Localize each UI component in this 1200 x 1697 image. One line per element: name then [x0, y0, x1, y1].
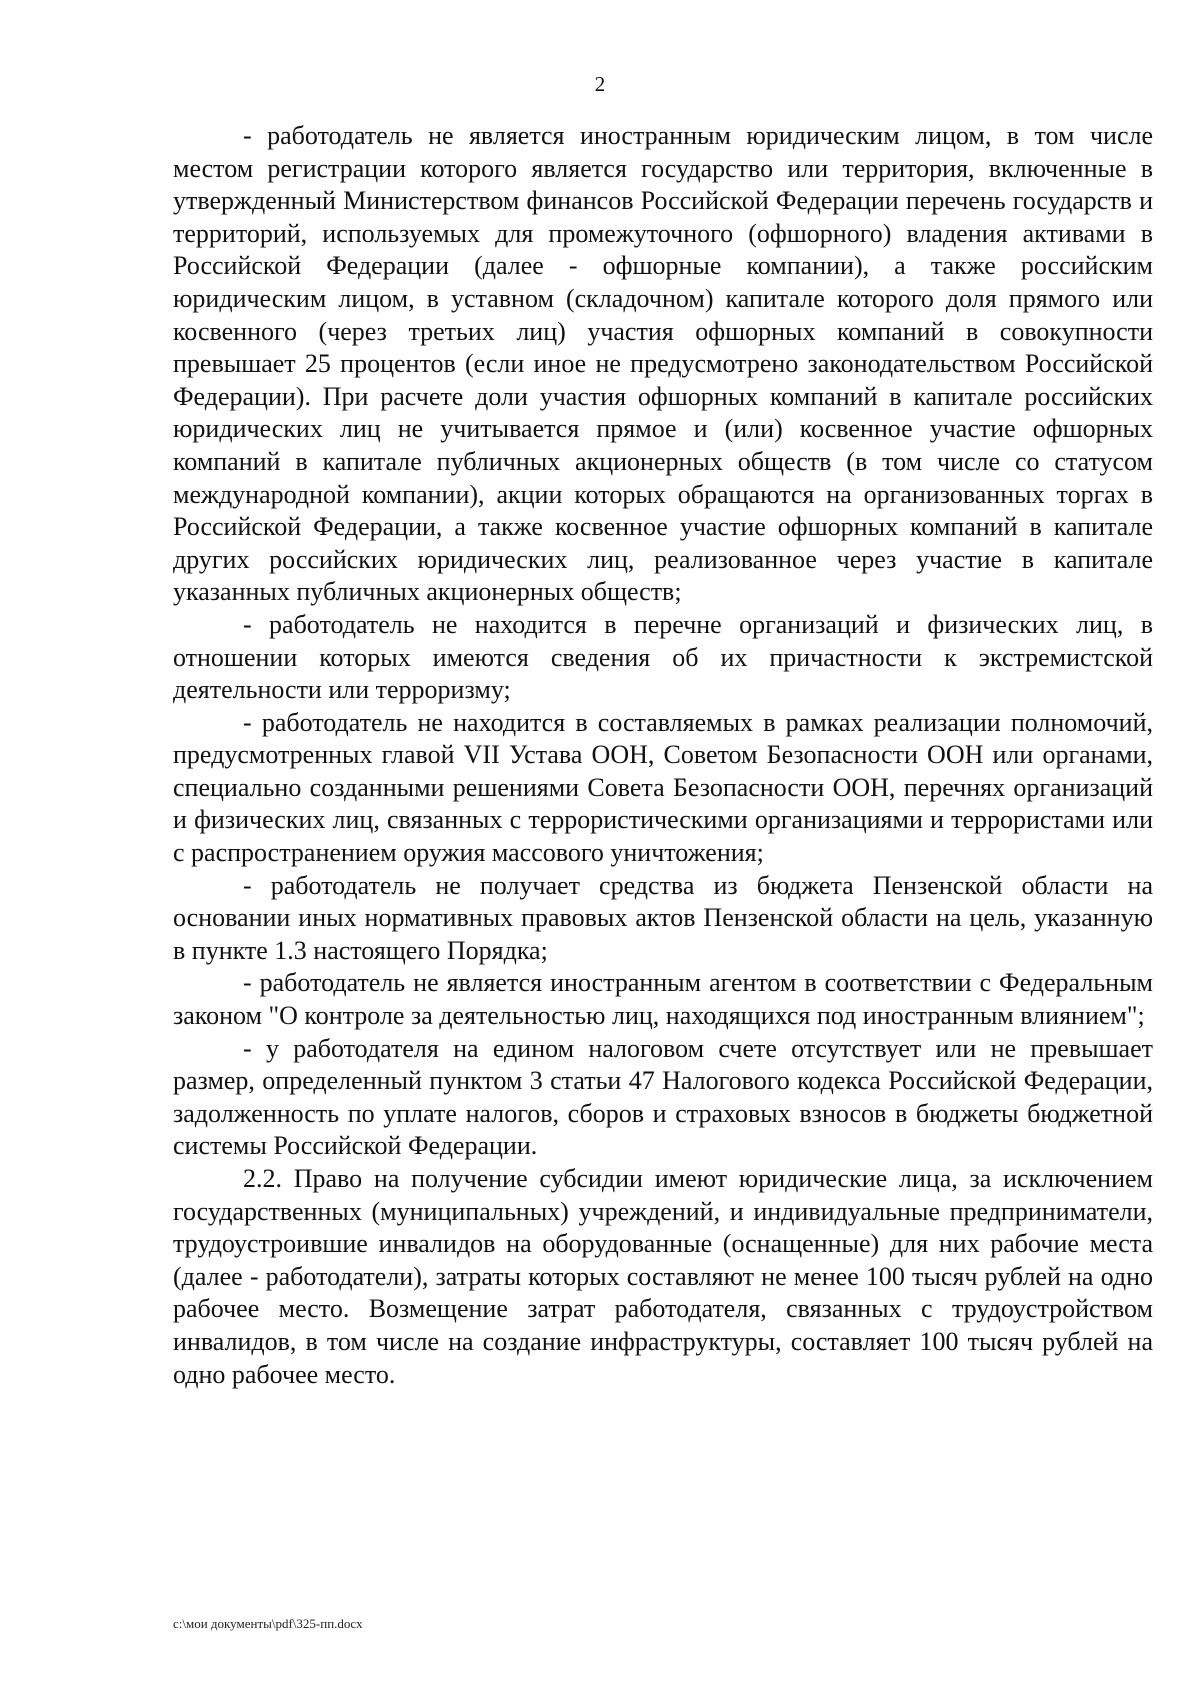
- page-number: 2: [594, 72, 606, 96]
- paragraph-offshore-requirement: - работодатель не является иностранным юридическим лицом, в том числе местом регистрации которого является государство или территория, включенные в утвержденный Министерством финансов Российской Федерации перечень государств и территорий, используемых для промежуточного (офшорного) владения активами в Российской Федерации (далее - офшорные компании), а также российским юридическим лицом, в уставном (складочном) капитале которого доля прямого или косвенного (через третьих лиц) участия офшорных компаний в совокупности превышает 25 процентов (если иное не предусмотрено законодательством Российской Федерации). При расчете доли участия офшорных компаний в капитале российских юридических лиц не учитывается прямое и (или) косвенное участие офшорных компаний в капитале публичных акционерных обществ (в том числе со статусом международной компании), акции которых обращаются на организованных торгах в Российской Федерации, а также косвенное участие офшорных компаний в капитале других российских юридических лиц, реализованное через участие в капитале указанных публичных акционерных обществ;: [173, 121, 1153, 607]
- paragraph-tax-debt: - у работодателя на едином налоговом счете отсутствует или не превышает размер, определенный пунктом 3 статьи 47 Налогового кодекса Российской Федерации, задолженность по уплате налогов, сборов и страховых взносов в бюджеты бюджетной системы Российской Федерации.: [173, 1033, 1153, 1161]
- paragraph-2-2-subsidy-right: 2.2. Право на получение субсидии имеют юридические лица, за исключением государственных (муниципальных) учреждений, и индивидуальные предприниматели, трудоустроившие инвалидов на оборудованные (оснащенные) для них рабочие места (далее - работодатели), затраты которых составляют не менее 100 тысяч рублей на одно рабочее место. Возмещение затрат работодателя, связанных с трудоустройством инвалидов, в том числе на создание инфраструктуры, составляет 100 тысяч рублей на одно рабочее место.: [173, 1164, 1153, 1389]
- document-body: [173, 120, 1153, 1391]
- paragraph-un-sanctions-list: - работодатель не находится в составляемых в рамках реализации полномочий, предусмотренных главой VII Устава ООН, Советом Безопасности ООН или органами, специально созданными решениями Совета Безопасности ООН, перечнях организаций и физических лиц, связанных с террористическими организациями и террористами или с распространением оружия массового уничтожения;: [173, 707, 1153, 868]
- paragraph-extremism-list: - работодатель не находится в перечне организаций и физических лиц, в отношении которых имеются сведения об их причастности к экстремистской деятельности или терроризму;: [173, 609, 1153, 705]
- paragraph-no-regional-funds: - работодатель не получает средства из бюджета Пензенской области на основании иных нормативных правовых актов Пензенской области на цель, указанную в пункте 1.3 настоящего Порядка;: [173, 870, 1153, 965]
- footer-file-path: c:\мои документы\pdf\325-пп.docx: [173, 1616, 363, 1631]
- paragraph-foreign-agent: - работодатель не является иностранным агентом в соответствии с Федеральным законом "О контроле за деятельностью лиц, находящихся под иностранным влиянием";: [173, 968, 1153, 1031]
